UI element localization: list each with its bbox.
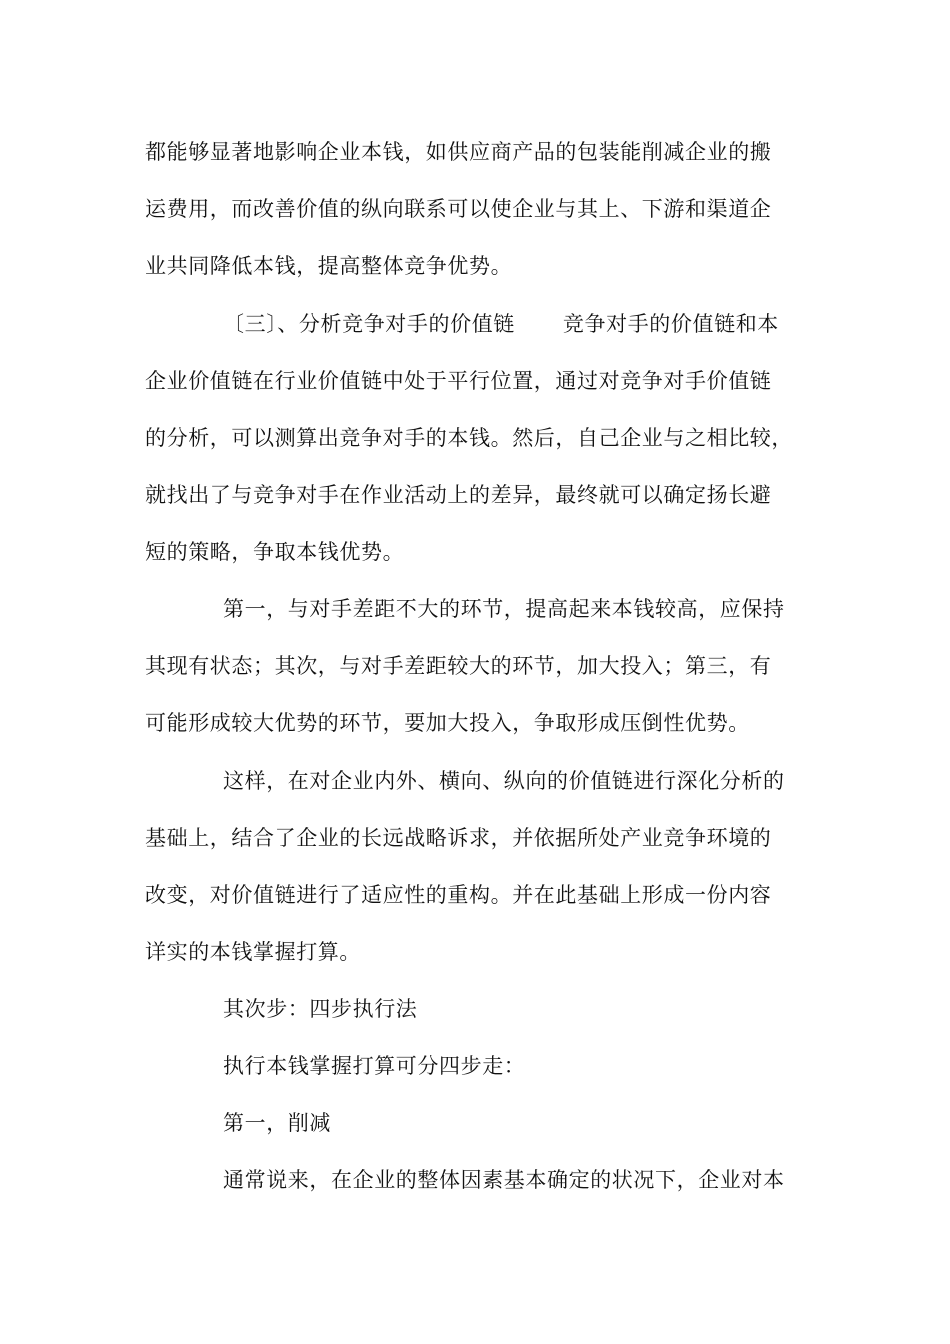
body-text-line: 就找出了与竞争对手在作业活动上的差异，最终就可以确定扬长避 (145, 483, 772, 507)
body-text-line: 运费用，而改善价值的纵向联系可以使企业与其上、下游和渠道企 (145, 197, 772, 221)
subheading-line: 第一，削减 (223, 1111, 331, 1135)
body-text-line: 通常说来，在企业的整体因素基本确定的状况下，企业对本 (223, 1168, 785, 1192)
section-heading-line (223, 309, 823, 339)
body-text-line: 其现有状态；其次，与对手差距较大的环节，加大投入；第三，有 (145, 654, 772, 678)
body-text-line: 基础上，结合了企业的长远战略诉求，并依据所处产业竞争环境的 (145, 826, 772, 850)
body-text-line: 改变，对价值链进行了适应性的重构。并在此基础上形成一份内容 (145, 883, 772, 907)
section-heading: 〔三〕、分析竞争对手的价值链 (223, 312, 515, 336)
body-text-line: 都能够显著地影响企业本钱，如供应商产品的包装能削减企业的搬 (145, 140, 772, 164)
body-text-line: 业共同降低本钱，提高整体竞争优势。 (145, 254, 513, 278)
body-text-run: 竞争对手的价值链和本 (562, 312, 779, 336)
body-text-line: 企业价值链在行业价值链中处于平行位置，通过对竞争对手价值链 (145, 369, 772, 393)
body-text-line: 的分析，可以测算出竞争对手的本钱。然后，自己企业与之相比较， (145, 426, 793, 450)
body-text-line: 执行本钱掌握打算可分四步走： (223, 1054, 526, 1078)
body-text-line: 第一，与对手差距不大的环节，提高起来本钱较高，应保持 (223, 597, 785, 621)
body-text-line: 这样，在对企业内外、横向、纵向的价值链进行深化分析的 (223, 769, 785, 793)
body-text-line: 详实的本钱掌握打算。 (145, 940, 361, 964)
body-text-line: 可能形成较大优势的环节，要加大投入，争取形成压倒性优势。 (145, 711, 750, 735)
body-text-line: 短的策略，争取本钱优势。 (145, 540, 405, 564)
subheading-line: 其次步：四步执行法 (223, 997, 418, 1021)
